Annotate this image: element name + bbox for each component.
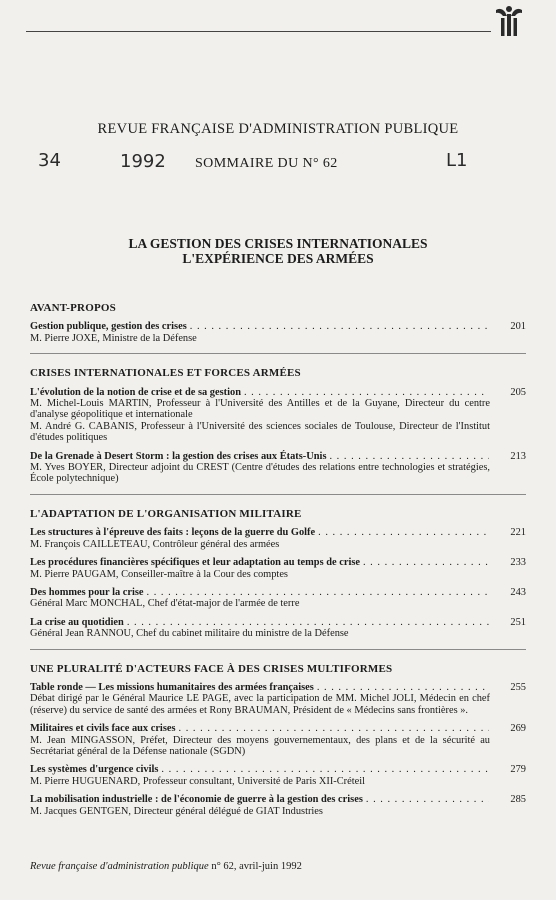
author-line: Général Jean RANNOU, Chef du cabinet militaire du ministre de la Défense	[30, 628, 349, 640]
page-number: 279	[510, 764, 526, 776]
page-number: 205	[510, 386, 526, 398]
page-number: 221	[510, 527, 526, 539]
article-title: Les procédures financières spécifiques et leur adaptation au temps de crise	[30, 557, 360, 569]
dot-leader	[329, 451, 489, 462]
toc-entry[interactable]	[30, 723, 526, 757]
dot-leader	[366, 794, 489, 805]
section-title: AVANT-PROPOS	[30, 302, 116, 314]
author-line: M. Michel-Louis MARTIN, Professeur à l'Université des Antilles et de la Guyane, Directeur du centre d'analyse géopolitique et internationale	[30, 398, 490, 421]
toc-entry-heading	[30, 451, 526, 462]
dot-leader	[363, 557, 489, 568]
author-line: Débat dirigé par le Général Maurice LE PAGE, avec la participation de MM. Michel JOLI, Médecin en chef (réserve) du service de santé des armées et Rony BRAUMAN, Président de « Médecins sans frontières ».	[30, 693, 490, 716]
article-title: De la Grenade à Desert Storm : la gestion des crises aux États-Unis	[30, 450, 327, 462]
section-divider	[30, 353, 526, 354]
article-title: Les systèmes d'urgence civils	[30, 764, 159, 776]
author-line: M. Yves BOYER, Directeur adjoint du CREST (Centre d'études des relations entre technologies et stratégies, École polytechnique)	[30, 462, 490, 485]
author-line: M. Jean MINGASSON, Préfet, Directeur des moyens gouvernementaux, des plans et de la sécurité au Secrétariat général de la Défense nationale (SGDN)	[30, 734, 490, 757]
toc-entry[interactable]	[30, 794, 526, 817]
article-title: Des hommes pour la crise	[30, 586, 144, 598]
toc-section	[30, 368, 526, 485]
author-info	[30, 569, 526, 580]
issue-theme	[0, 236, 556, 266]
page-number: 201	[510, 321, 526, 333]
dot-leader	[318, 527, 489, 538]
toc-entry-heading	[30, 321, 526, 332]
toc-entry[interactable]	[30, 321, 526, 344]
page-number: 213	[510, 450, 526, 462]
section-divider	[30, 649, 526, 650]
toc-entry[interactable]	[30, 587, 526, 610]
toc-entry[interactable]	[30, 387, 526, 444]
author-line: M. François CAILLETEAU, Contrôleur général des armées	[30, 538, 280, 550]
issue-summary-heading: SOMMAIRE DU N° 62	[195, 156, 338, 171]
toc-entry[interactable]	[30, 527, 526, 550]
section-title: UNE PLURALITÉ D'ACTEURS FACE À DES CRISES MULTIFORMES	[30, 662, 393, 675]
publisher-logo-icon	[493, 4, 525, 38]
article-title: Militaires et civils face aux crises	[30, 723, 176, 735]
article-title: La crise au quotidien	[30, 616, 124, 628]
dot-leader	[244, 387, 489, 398]
handwritten-year: 1992	[120, 151, 166, 172]
author-line: Général Marc MONCHAL, Chef d'état-major de l'armée de terre	[30, 598, 300, 610]
toc-entry[interactable]	[30, 617, 526, 640]
toc-entry-heading	[30, 387, 526, 398]
journal-title: REVUE FRANÇAISE D'ADMINISTRATION PUBLIQUE	[97, 121, 459, 137]
footer-issue-info: n° 62, avril-juin 1992	[211, 861, 302, 872]
article-title: L'évolution de la notion de crise et de sa gestion	[30, 386, 241, 398]
page-number: 255	[510, 681, 526, 693]
page-footer	[30, 861, 302, 872]
author-info	[30, 398, 526, 444]
dot-leader	[190, 321, 489, 332]
toc-entry-heading	[30, 794, 526, 805]
toc-entry-heading	[30, 723, 526, 734]
handwritten-note-right: L1	[446, 150, 468, 171]
author-line: M. Pierre PAUGAM, Conseiller-maître à la Cour des comptes	[30, 568, 288, 580]
toc-entry-heading	[30, 682, 526, 693]
author-info	[30, 693, 526, 716]
toc-entry-heading	[30, 527, 526, 538]
article-title: La mobilisation industrielle : de l'économie de guerre à la gestion des crises	[30, 794, 363, 806]
toc-entry[interactable]	[30, 557, 526, 580]
page-number: 233	[510, 557, 526, 569]
article-title: Table ronde — Les missions humanitaires des armées françaises	[30, 681, 314, 693]
top-rule	[26, 31, 491, 32]
dot-leader	[147, 587, 489, 598]
toc-entry[interactable]	[30, 764, 526, 787]
author-info	[30, 735, 526, 758]
author-line: M. Pierre HUGUENARD, Professeur consultant, Université de Paris XII-Créteil	[30, 775, 366, 787]
section-title: L'ADAPTATION DE L'ORGANISATION MILITAIRE	[30, 507, 302, 520]
section-title: CRISES INTERNATIONALES ET FORCES ARMÉES	[30, 367, 301, 380]
toc-section	[30, 303, 526, 344]
author-info	[30, 628, 526, 639]
author-line: M. André G. CABANIS, Professeur à l'Université des sciences sociales de Toulouse, Directeur de l'Institut d'études politiques	[30, 420, 490, 444]
toc-entry[interactable]	[30, 682, 526, 716]
author-info	[30, 776, 526, 787]
footer-journal-name: Revue française d'administration publique	[30, 861, 209, 872]
author-line: M. Jacques GENTGEN, Directeur général délégué de GIAT Industries	[30, 805, 323, 817]
article-title: Gestion publique, gestion des crises	[30, 321, 187, 333]
toc-entry-heading	[30, 557, 526, 568]
issue-theme-line-2: L'EXPÉRIENCE DES ARMÉES	[182, 251, 374, 266]
author-info	[30, 598, 526, 609]
toc-entry-heading	[30, 587, 526, 598]
table-of-contents	[30, 303, 526, 830]
toc-section	[30, 509, 526, 640]
dot-leader	[161, 764, 489, 775]
author-line: M. Pierre JOXE, Ministre de la Défense	[30, 332, 197, 344]
author-info	[30, 462, 526, 485]
page-number: 251	[510, 616, 526, 628]
page-number: 243	[510, 586, 526, 598]
toc-entry[interactable]	[30, 451, 526, 485]
author-info	[30, 539, 526, 550]
author-info	[30, 806, 526, 817]
toc-entry-heading	[30, 764, 526, 775]
section-divider	[30, 494, 526, 495]
dot-leader	[127, 617, 489, 628]
article-title: Les structures à l'épreuve des faits : leçons de la guerre du Golfe	[30, 527, 316, 539]
handwritten-note-left: 34	[38, 150, 61, 171]
dot-leader	[317, 682, 489, 693]
page-number: 285	[510, 794, 526, 806]
issue-theme-line-1: LA GESTION DES CRISES INTERNATIONALES	[128, 236, 428, 251]
toc-entry-heading	[30, 617, 526, 628]
dot-leader	[179, 723, 489, 734]
toc-section	[30, 664, 526, 817]
author-info	[30, 333, 526, 344]
page-number: 269	[510, 723, 526, 735]
